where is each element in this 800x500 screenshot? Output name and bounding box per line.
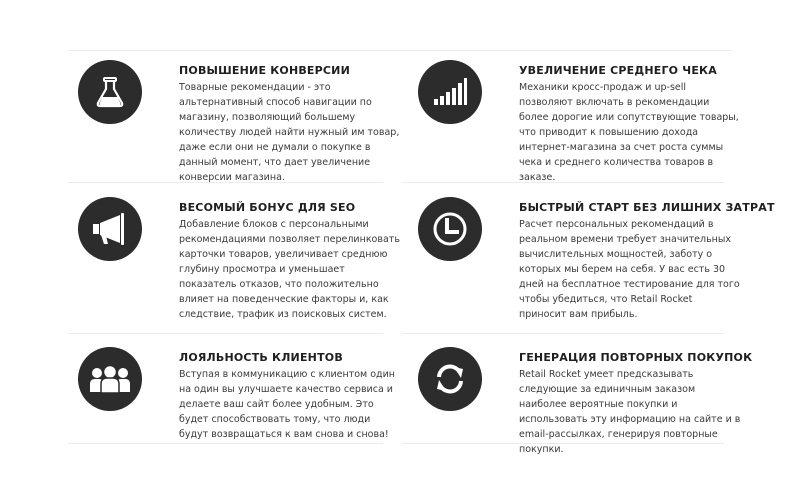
feature-conversion <box>78 60 408 183</box>
divider-top <box>68 50 732 51</box>
feature-title: УВЕЛИЧЕНИЕ СРЕДНЕГО ЧЕКА <box>519 64 717 77</box>
feature-quick-start <box>418 197 775 320</box>
refresh-icon <box>418 347 482 411</box>
feature-seo <box>78 197 408 320</box>
bar-chart-icon <box>418 60 482 124</box>
feature-loyalty <box>78 347 408 457</box>
users-icon <box>78 347 142 411</box>
feature-title: ЛОЯЛЬНОСТЬ КЛИЕНТОВ <box>179 351 343 364</box>
feature-average-check <box>418 60 748 183</box>
feature-text: Retail Rocket умеет предсказывать следующие за единичным заказом наиболее вероятные покупки и использовать эту информацию на сайте и в email-рассылках, генерируя повторные покупки. <box>519 369 741 455</box>
feature-text: Добавление блоков с персональными рекомендациями позволяет перелинковать карточки товаров, увеличивает среднюю глубину просмотра и уменьшает показатель отказов, что положительно влияет на поведенческие факторы и, как следствие, трафик из поисковых систем. <box>179 219 400 320</box>
megaphone-icon <box>78 197 142 261</box>
feature-text: Расчет персональных рекомендаций в реальном времени требует значительных вычислительных мощностей, заботу о которых мы берем на себя. У вас есть 30 дней на бесплатное тестирование для того чтобы убедиться, что Retail Rocket приносит вам прибыль. <box>519 219 740 320</box>
clock-icon <box>418 197 482 261</box>
feature-title: ВЕСОМЫЙ БОНУС ДЛЯ SEO <box>179 201 356 214</box>
divider-row-2-right <box>402 333 724 334</box>
feature-repeat-purchases <box>418 347 753 457</box>
divider-row-2-left <box>68 333 383 334</box>
feature-text: Механики кросс-продаж и up-sell позволяют включать в рекомендации более дорогие или сопутствующие товары, что приводит к повышению дохода интернет-магазина за счет роста суммы чека и среднего количества товаров в заказе. <box>519 82 739 183</box>
feature-title: ГЕНЕРАЦИЯ ПОВТОРНЫХ ПОКУПОК <box>519 351 753 364</box>
feature-text: Вступая в коммуникацию с клиентом один на один вы улучшаете качество сервиса и делаете ваш сайт более удобным. Это будет способствовать тому, что люди будут возвращаться к вам снова и снова! <box>179 369 395 440</box>
flask-icon <box>78 60 142 124</box>
feature-title: БЫСТРЫЙ СТАРТ БЕЗ ЛИШНИХ ЗАТРАТ <box>519 201 775 214</box>
feature-title: ПОВЫШЕНИЕ КОНВЕРСИИ <box>179 64 350 77</box>
feature-text: Товарные рекомендации - это альтернативный способ навигации по магазину, позволяющий большему количеству людей найти нужный им товар, даже если они не думали о покупке в данный момент, что дает увеличение конверсии магазина. <box>179 82 400 183</box>
